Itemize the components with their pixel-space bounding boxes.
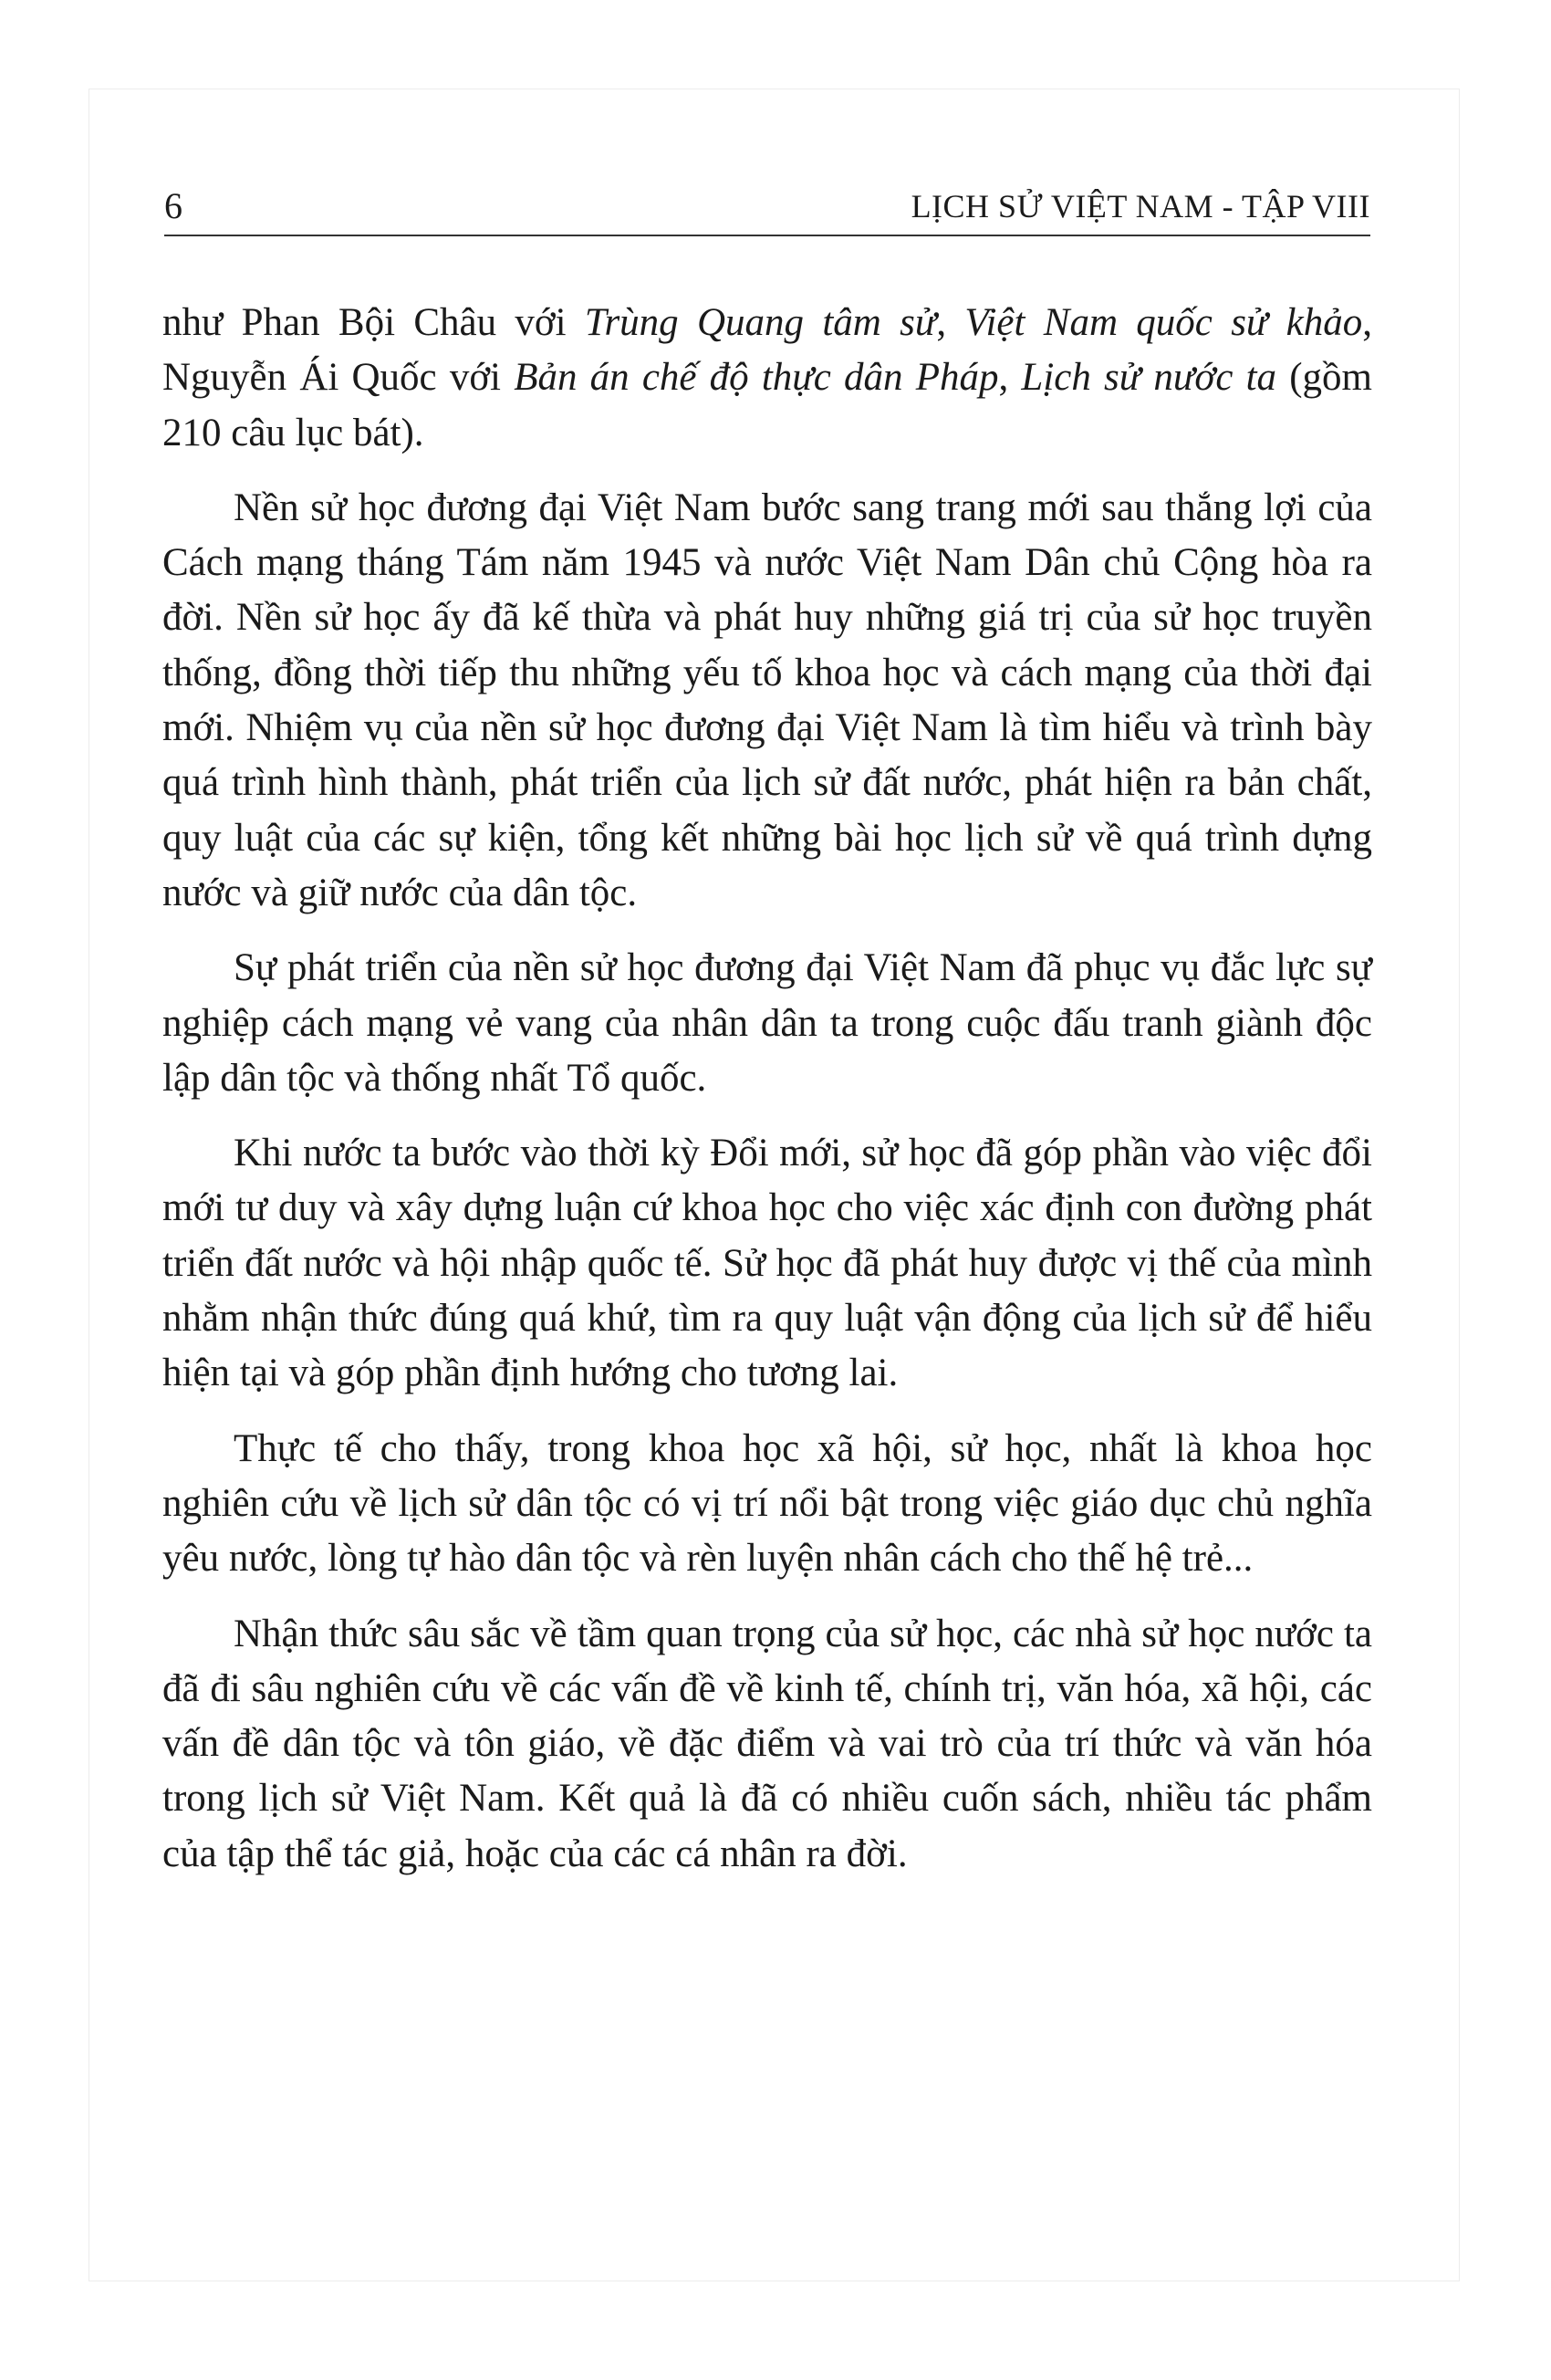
paragraph-2: Nền sử học đương đại Việt Nam bước sang trang mới sau thắng lợi của Cách mạng tháng Tám năm 1945 và nước Việt Nam Dân chủ Cộng hòa ra đời. Nền sử học ấy đã kế thừa và phát huy những giá trị của sử học truyền thống, đồng thời tiếp thu những yếu tố khoa học và cách mạng của thời đại mới. Nhiệm vụ của nền sử học đương đại Việt Nam là tìm hiểu và trình bày quá trình hình thành, phát triển của lịch sử đất nước, phát hiện ra bản chất, quy luật của các sự kiện, tổng kết những bài học lịch sử về quá trình dựng nước và giữ nước của dân tộc.: [162, 485, 1372, 914]
paragraph-6: Nhận thức sâu sắc về tầm quan trọng của sử học, các nhà sử học nước ta đã đi sâu nghiên cứu về các vấn đề về kinh tế, chính trị, văn hóa, xã hội, các vấn đề dân tộc và tôn giáo, về đặc điểm và vai trò của trí thức và văn hóa trong lịch sử Việt Nam. Kết quả là đã có nhiều cuốn sách, nhiều tác phẩm của tập thể tác giả, hoặc của các cá nhân ra đời.: [162, 1612, 1372, 1875]
title-trung-quang-tam-su: Trùng Quang tâm sử: [584, 301, 937, 344]
paragraph-5: Thực tế cho thấy, trong khoa học xã hội, sử học, nhất là khoa học nghiên cứu về lịch sử dân tộc có vị trí nổi bật trong việc giáo dục chủ nghĩa yêu nước, lòng tự hào dân tộc và rèn luyện nhân cách cho thế hệ trẻ...: [162, 1426, 1372, 1581]
title-ban-an-che-do-thuc-dan-phap: Bản án chế độ thực dân Pháp: [514, 356, 999, 400]
body-text: [162, 296, 1372, 1902]
book-title: LỊCH SỬ VIỆT NAM - TẬP VIII: [911, 188, 1370, 224]
p1-text-4: ,: [998, 356, 1022, 400]
running-head: [164, 179, 1370, 234]
p1-text-3: , Nguyễn Ái Quốc với: [162, 301, 1373, 400]
paragraph-4: Khi nước ta bước vào thời kỳ Đổi mới, sử học đã góp phần vào việc đổi mới tư duy và xây dựng luận cứ khoa học cho việc xác định con đường phát triển đất nước và hội nhập quốc tế. Sử học đã phát huy được vị thế của mình nhằm nhận thức đúng quá khứ, tìm ra quy luật vận động của lịch sử để hiểu hiện tại và góp phần định hướng cho tương lai.: [162, 1132, 1372, 1395]
paragraph-1: [162, 296, 1372, 461]
paragraph-3: Sự phát triển của nền sử học đương đại Việt Nam đã phục vụ đắc lực sự nghiệp cách mạng vẻ vang của nhân dân ta trong cuộc đấu tranh giành độc lập dân tộc và thống nhất Tổ quốc.: [162, 946, 1372, 1100]
title-lich-su-nuoc-ta: Lịch sử nước ta: [1021, 356, 1277, 400]
page-number: 6: [164, 185, 182, 226]
p1-text-1: như Phan Bội Châu với: [162, 301, 585, 344]
header-rule: [164, 235, 1370, 236]
p1-text-5: (gồm 210 câu lục bát).: [162, 356, 1372, 454]
title-viet-nam-quoc-su-khao: Việt Nam quốc sử khảo: [964, 301, 1363, 344]
p1-text-2: ,: [936, 301, 965, 344]
